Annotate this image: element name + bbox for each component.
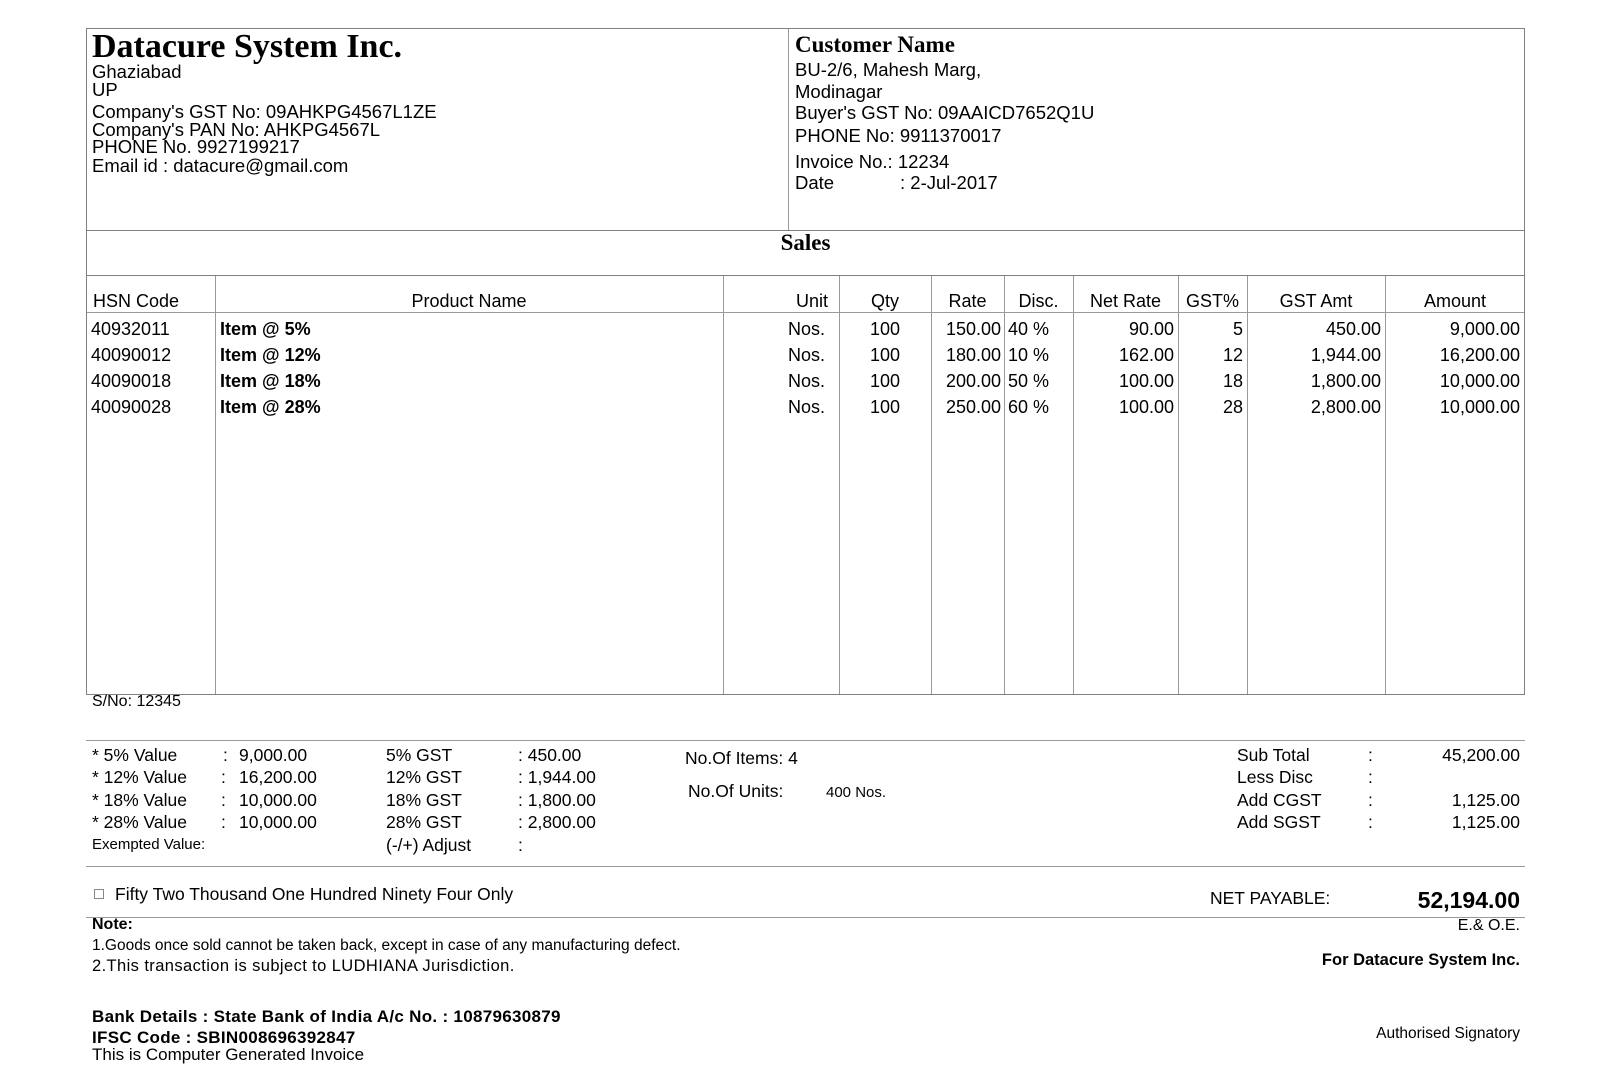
company-state: UP xyxy=(92,79,118,100)
cell-disc: 10 % xyxy=(1008,345,1050,365)
cell-rate: 180.00 xyxy=(945,345,1001,365)
col-divider xyxy=(1004,276,1005,694)
bank-details: Bank Details : State Bank of India A/c No. : 10879630879 xyxy=(92,1007,561,1026)
company-pan: Company's PAN No: AHKPG4567L xyxy=(92,119,381,140)
cell-rate: 150.00 xyxy=(945,319,1001,339)
cell-product: Item @ 18% xyxy=(220,371,321,391)
gst-28-label: 28% GST xyxy=(386,812,462,832)
authorised-signatory: Authorised Signatory xyxy=(1376,1025,1520,1042)
gst-12-label: 12% GST xyxy=(386,767,462,787)
gst-28-value: : 2,800.00 xyxy=(518,812,596,832)
cell-net-rate: 100.00 xyxy=(1118,397,1174,417)
sales-title: Sales xyxy=(780,230,831,255)
cell-net-rate: 162.00 xyxy=(1118,345,1174,365)
cell-net-rate: 100.00 xyxy=(1118,371,1174,391)
value-5-sep: : xyxy=(223,745,228,765)
note-line-1: 1.Goods once sold cannot be taken back, except in case of any manufacturing defect. xyxy=(92,937,681,954)
customer-title: Customer Name xyxy=(795,32,955,57)
cell-rate: 200.00 xyxy=(945,371,1001,391)
adjust-label: (-/+) Adjust xyxy=(386,835,472,855)
cell-gst-amt: 2,800.00 xyxy=(1310,397,1381,417)
customer-gst: Buyer's GST No: 09AAICD7652Q1U xyxy=(795,102,1095,123)
gst-5-value: : 450.00 xyxy=(518,745,582,765)
cell-qty: 100 xyxy=(869,319,901,339)
cell-product: Item @ 28% xyxy=(220,397,321,417)
cell-product: Item @ 5% xyxy=(220,319,311,339)
gst-18-label: 18% GST xyxy=(386,790,462,810)
cell-gst-amt: 1,944.00 xyxy=(1310,345,1381,365)
company-city: Ghaziabad xyxy=(92,61,182,82)
value-28-amount: 10,000.00 xyxy=(239,812,317,832)
add-sgst-sep: : xyxy=(1368,812,1373,832)
add-sgst-value: 1,125.00 xyxy=(1451,812,1520,832)
col-divider xyxy=(215,276,216,694)
cell-hsn: 40090018 xyxy=(91,371,172,391)
net-payable-rule xyxy=(86,917,1525,918)
cell-amount: 9,000.00 xyxy=(1449,319,1520,339)
cell-net-rate: 90.00 xyxy=(1128,319,1174,339)
col-header-amount: Amount xyxy=(1423,291,1487,311)
add-cgst-label: Add CGST xyxy=(1237,790,1322,810)
cell-hsn: 40090012 xyxy=(91,345,172,365)
units-count-label: No.Of Units: xyxy=(688,781,784,801)
cell-amount: 10,000.00 xyxy=(1439,397,1520,417)
cell-gst-pct: 12 xyxy=(1222,345,1243,365)
cell-qty: 100 xyxy=(869,371,901,391)
net-payable-value: 52,194.00 xyxy=(1417,887,1520,913)
exempted-value-label: Exempted Value: xyxy=(92,836,206,853)
value-12-amount: 16,200.00 xyxy=(239,767,317,787)
gst-12-value: : 1,944.00 xyxy=(518,767,596,787)
units-count-value: 400 Nos. xyxy=(826,784,887,801)
cell-hsn: 40090028 xyxy=(91,397,172,417)
less-disc-sep: : xyxy=(1368,767,1373,787)
company-name: Datacure System Inc. xyxy=(92,28,403,65)
cell-disc: 40 % xyxy=(1008,319,1050,339)
cell-gst-pct: 18 xyxy=(1222,371,1243,391)
summary-top-rule xyxy=(86,740,1525,741)
customer-phone: PHONE No: 9911370017 xyxy=(795,125,1002,146)
col-header-qty: Qty xyxy=(870,291,899,311)
cell-amount: 16,200.00 xyxy=(1439,345,1520,365)
value-28-sep: : xyxy=(221,812,226,832)
adjust-value: : xyxy=(518,835,523,855)
value-18-amount: 10,000.00 xyxy=(239,790,317,810)
col-header-gst-amt: GST Amt xyxy=(1279,291,1353,311)
amount-in-words: Fifty Two Thousand One Hundred Ninety Four Only xyxy=(115,884,514,904)
cell-qty: 100 xyxy=(869,397,901,417)
summary-bottom-rule xyxy=(86,866,1525,867)
net-payable-label: NET PAYABLE: xyxy=(1210,888,1331,908)
customer-address-1: BU-2/6, Mahesh Marg, xyxy=(795,59,982,80)
col-header-net-rate: Net Rate xyxy=(1089,291,1162,311)
amount-words-checkbox[interactable] xyxy=(94,889,104,899)
add-cgst-value: 1,125.00 xyxy=(1451,790,1520,810)
header-divider xyxy=(788,29,789,230)
items-count: No.Of Items: 4 xyxy=(685,748,798,768)
value-5-amount: 9,000.00 xyxy=(239,745,308,765)
col-header-unit: Unit xyxy=(795,291,828,311)
gst-5-label: 5% GST xyxy=(386,745,453,765)
cell-gst-amt: 450.00 xyxy=(1325,319,1381,339)
add-sgst-label: Add SGST xyxy=(1237,812,1321,832)
cell-rate: 250.00 xyxy=(945,397,1001,417)
cell-amount: 10,000.00 xyxy=(1439,371,1520,391)
gst-18-value: : 1,800.00 xyxy=(518,790,596,810)
cell-hsn: 40932011 xyxy=(91,319,170,339)
col-header-rate: Rate xyxy=(948,291,987,311)
cell-gst-pct: 5 xyxy=(1232,319,1243,339)
eoe-label: E.& O.E. xyxy=(1457,917,1520,934)
company-phone: PHONE No. 9927199217 xyxy=(92,136,300,157)
sub-total-sep: : xyxy=(1368,745,1373,765)
invoice-number: Invoice No.: 12234 xyxy=(795,151,950,172)
col-header-gst-pct: GST% xyxy=(1185,291,1239,311)
cell-unit: Nos. xyxy=(787,397,825,417)
ifsc-code: IFSC Code : SBIN008696392847 xyxy=(92,1028,356,1047)
add-cgst-sep: : xyxy=(1368,790,1373,810)
cell-unit: Nos. xyxy=(787,371,825,391)
cell-gst-pct: 28 xyxy=(1222,397,1243,417)
value-28-label: * 28% Value xyxy=(92,812,188,832)
customer-address-2: Modinagar xyxy=(795,81,883,102)
cell-product: Item @ 12% xyxy=(220,345,321,365)
cell-unit: Nos. xyxy=(787,319,825,339)
value-12-label: * 12% Value xyxy=(92,767,188,787)
invoice-date-label: Date xyxy=(795,172,835,193)
col-header-product: Product Name xyxy=(411,291,527,311)
company-gst: Company's GST No: 09AHKPG4567L1ZE xyxy=(92,101,437,122)
for-company: For Datacure System Inc. xyxy=(1321,951,1520,969)
cell-qty: 100 xyxy=(869,345,901,365)
serial-number: S/No: 12345 xyxy=(92,693,181,710)
table-header-rule xyxy=(87,312,1524,313)
invoice-date-value: : 2-Jul-2017 xyxy=(900,172,998,193)
note-title: Note: xyxy=(92,916,133,933)
value-5-label: * 5% Value xyxy=(92,745,178,765)
cell-disc: 60 % xyxy=(1008,397,1050,417)
cell-gst-amt: 1,800.00 xyxy=(1310,371,1381,391)
cell-disc: 50 % xyxy=(1008,371,1050,391)
value-18-label: * 18% Value xyxy=(92,790,188,810)
cell-unit: Nos. xyxy=(787,345,825,365)
note-line-2: 2.This transaction is subject to LUDHIANA Jurisdiction. xyxy=(92,957,515,975)
col-header-hsn: HSN Code xyxy=(93,291,180,311)
value-12-sep: : xyxy=(221,767,226,787)
value-18-sep: : xyxy=(221,790,226,810)
col-header-disc: Disc. xyxy=(1018,291,1059,311)
computer-generated-note: This is Computer Generated Invoice xyxy=(92,1045,365,1064)
company-email: Email id : datacure@gmail.com xyxy=(92,155,349,176)
sub-total-label: Sub Total xyxy=(1237,745,1310,765)
sub-total-value: 45,200.00 xyxy=(1442,745,1520,765)
less-disc-label: Less Disc xyxy=(1237,767,1313,787)
